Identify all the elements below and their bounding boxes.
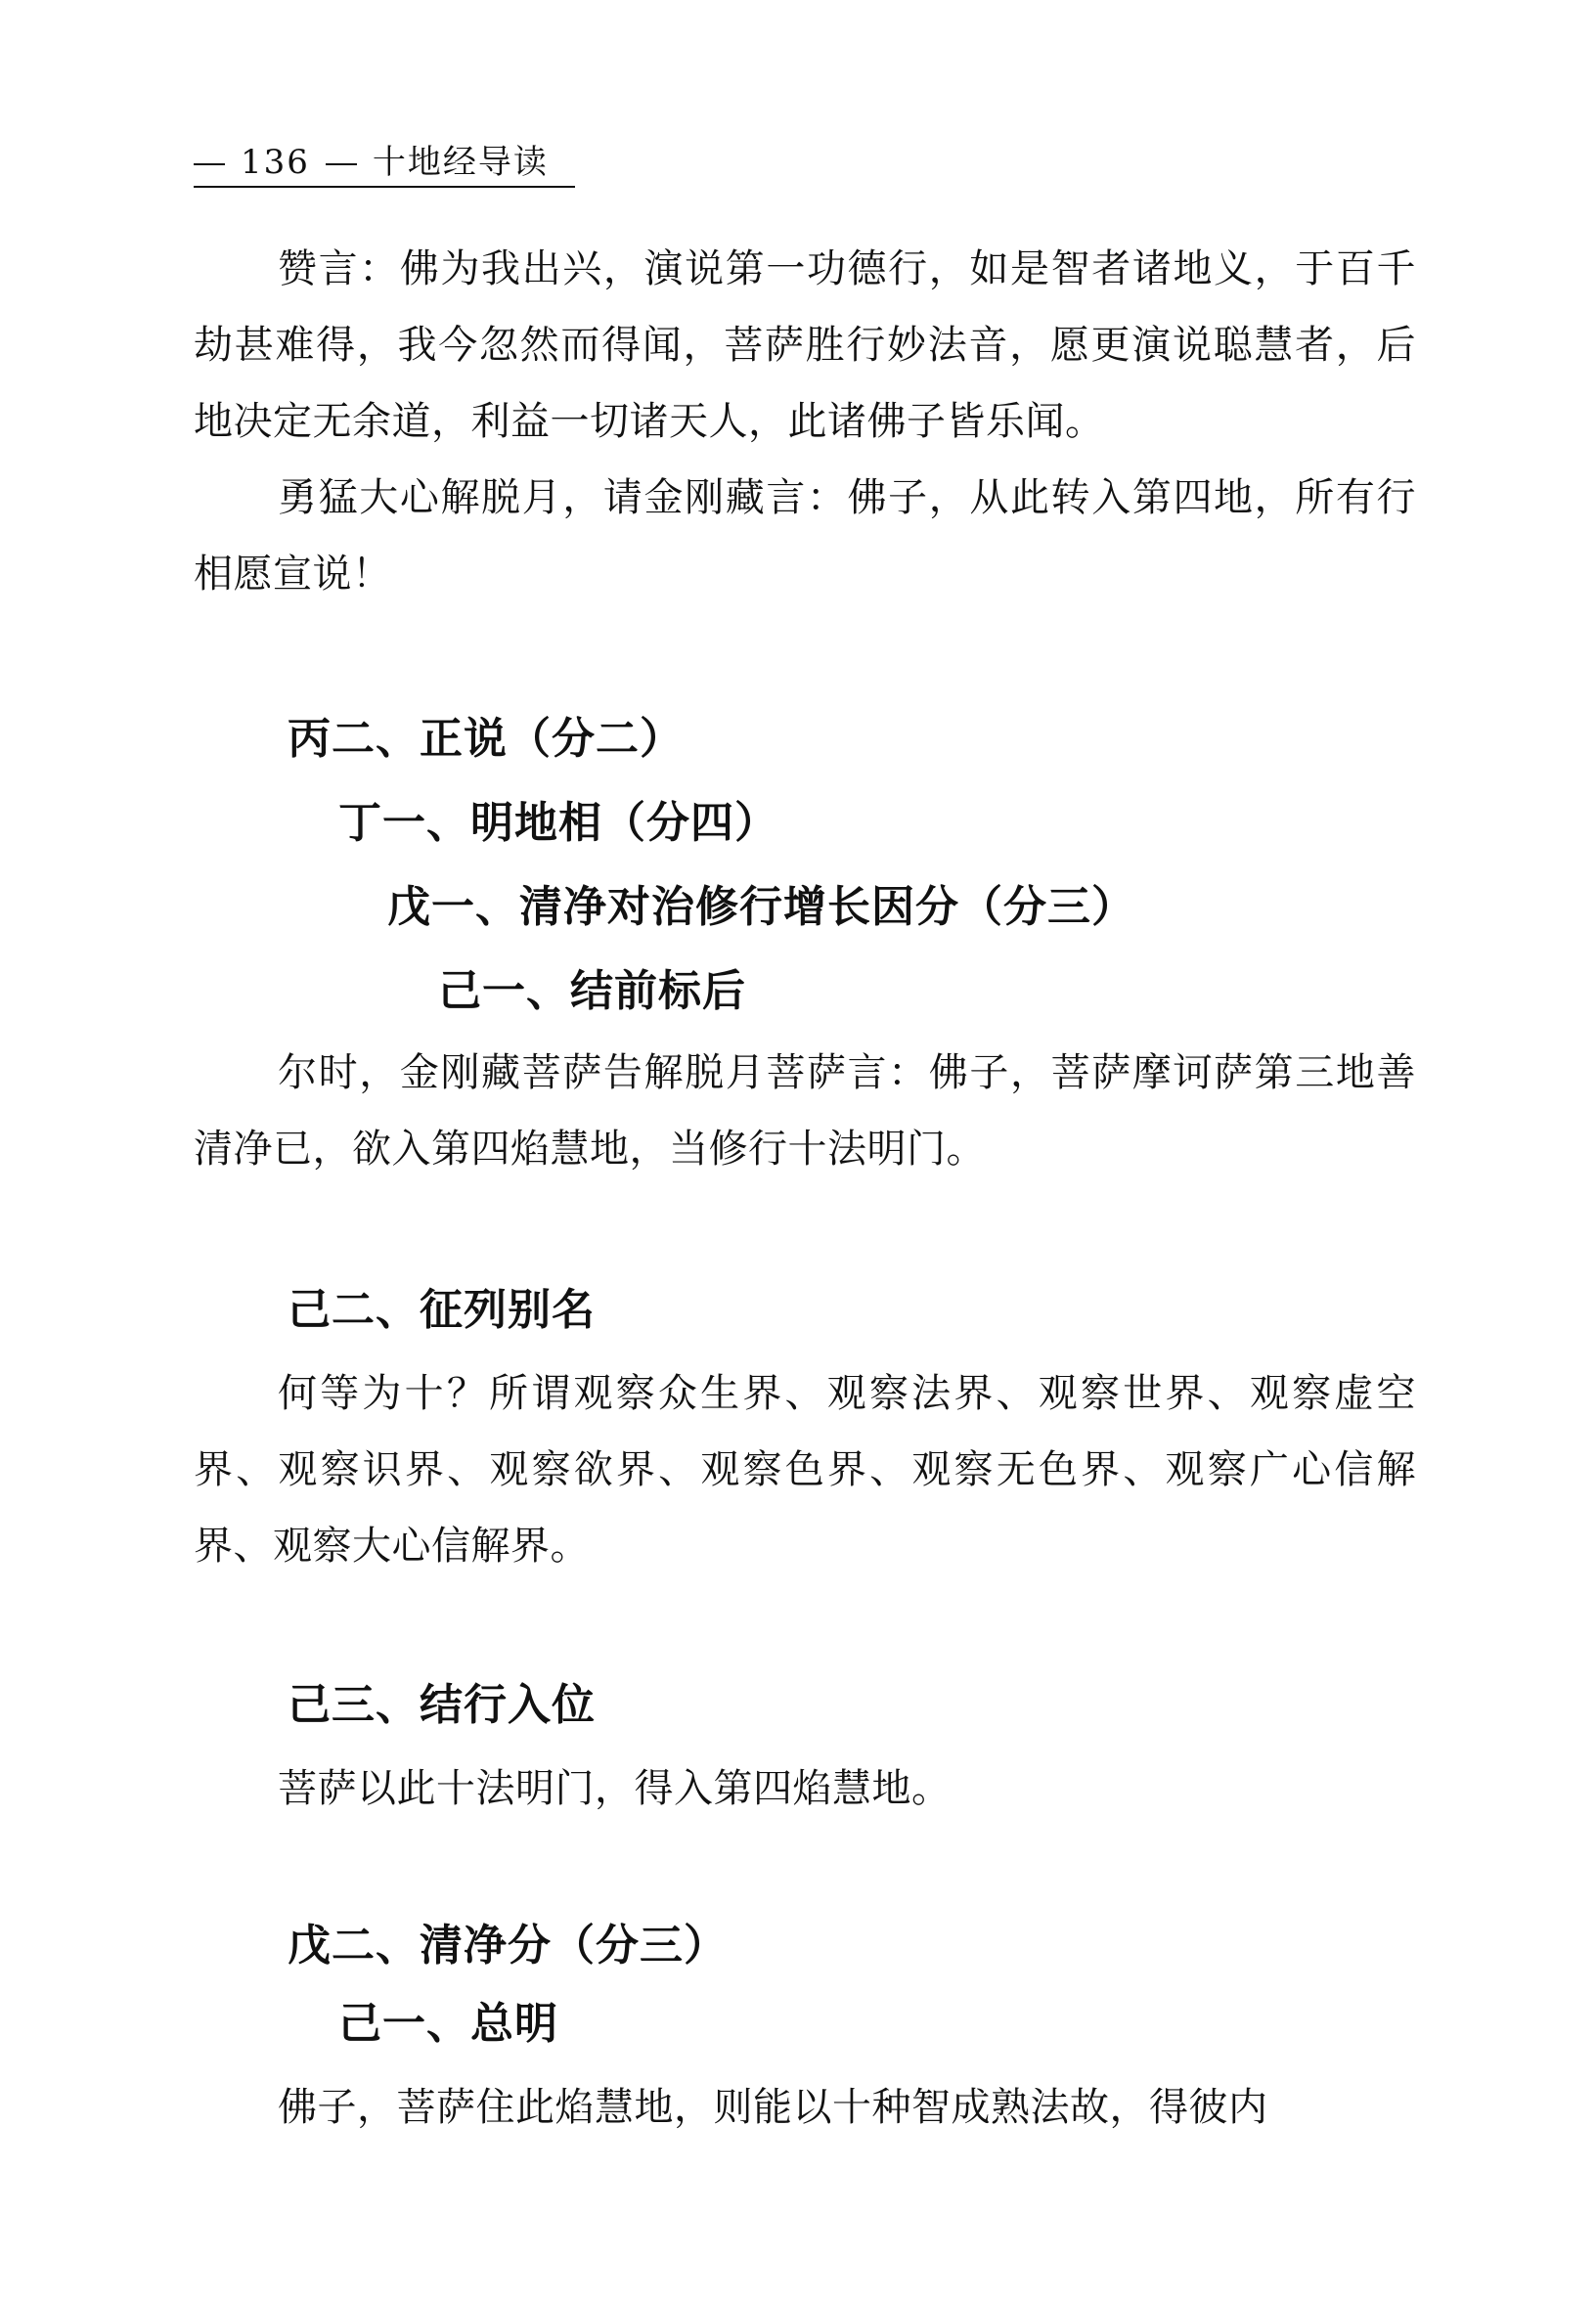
page-number: 136 [241,143,310,182]
heading-ji1-a: 己一、结前标后 [438,966,746,1016]
book-title: 十地经导读 [372,143,549,182]
header-dash-right [326,163,357,165]
running-header [194,135,575,190]
header-dash-left [194,163,225,165]
paragraph-erhshi: 尔时，金刚藏菩萨告解脱月菩萨言：佛子，菩萨摩诃萨第三地善清净已，欲入第四焰慧地，当修行十法明门。 [194,1050,1416,1172]
paragraph-praise: 赞言：佛为我出兴，演说第一功德行，如是智者诸地义，于百千劫甚难得，我今忽然而得闻，菩萨胜行妙法音，愿更演说聪慧者，后地决定无余道，利益一切诸天人，此诸佛子皆乐闻。 [194,246,1416,444]
paragraph-enter: 菩萨以此十法明门，得入第四焰慧地。 [278,1766,952,1811]
paragraph-request: 勇猛大心解脱月，请金刚藏言：佛子，从此转入第四地，所有行相愿宣说！ [194,475,1416,597]
heading-ding1: 丁一、明地相（分四） [338,798,778,848]
heading-ji2: 己二、征列别名 [288,1285,596,1335]
heading-bing2: 丙二、正说（分二） [288,714,684,764]
heading-ji1-b: 己一、总明 [338,1999,558,2049]
heading-ji3: 己三、结行入位 [288,1680,596,1730]
header-rule [194,186,575,188]
heading-wu2: 戊二、清净分（分三） [288,1921,728,1971]
paragraph-last: 佛子，菩萨住此焰慧地，则能以十种智成熟法故，得彼内 [278,2085,1268,2130]
heading-wu1: 戊一、清净对治修行增长因分（分三） [387,882,1135,932]
paragraph-list: 何等为十？所谓观察众生界、观察法界、观察世界、观察虚空界、观察识界、观察欲界、观察色界、观察无色界、观察广心信解界、观察大心信解界。 [194,1371,1416,1569]
